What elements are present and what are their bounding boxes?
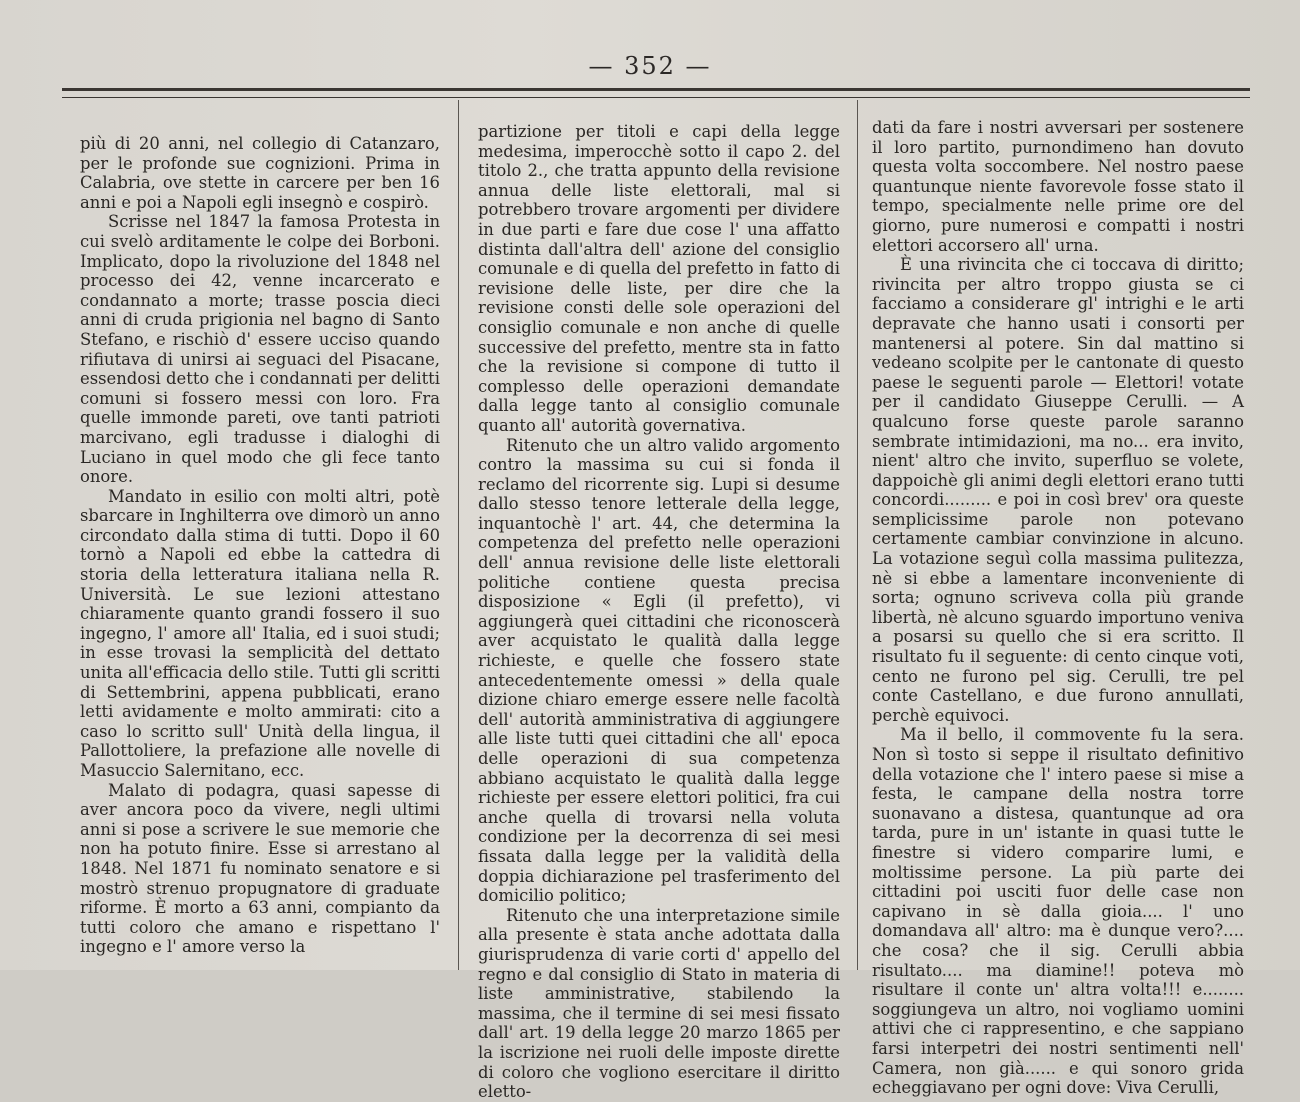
column-divider [458, 100, 459, 970]
paragraph: Ritenuto che una interpretazione simile alla presente è stata anche adottata dalla giurisprudenza di varie corti d' appello del regno e dal consiglio di Stato in materia di liste amministrative, stabilendo la massima, che il termine di sei mesi fissato dall' art. 19 della legge 20 marzo 1865 per la iscrizione nei ruoli delle imposte dirette di coloro che vogliono esercitare il diritto eletto- [478, 905, 840, 1102]
paragraph: Ritenuto che un altro valido argomento contro la massima su cui si fonda il reclamo del ricorrente sig. Lupi si desume dallo stesso tenore letterale della legge, inquantochè l' art. 44, che determina la competenza del prefetto nelle operazioni dell' annua revisione delle liste elettorali politiche contiene questa precisa disposizione « Egli (il prefetto), vi aggiungerà quei cittadini che riconoscerà aver acquistato le qualità dalla legge richieste, e quelle che fossero state antecedentemente omessi » della quale dizione chiaro emerge essere nelle facoltà dell' autorità amministrativa di aggiungere alle liste tutti quei cittadini che all' epoca delle operazioni di sua competenza abbiano acquistato le qualità dalla legge richieste per essere elettori politici, fra cui anche quella di trovarsi nella voluta condizione per la decorrenza di sei mesi fissata dalla legge per la validità della doppia dichiarazione pel trasferimento del domicilio politico; [478, 435, 840, 906]
paragraph: più di 20 anni, nel collegio di Catanzaro, per le profonde sue cognizioni. Prima in Calabria, ove stette in carcere per ben 16 anni e poi a Napoli egli insegnò e cospirò. [80, 134, 440, 212]
page-number: — 352 — [588, 52, 712, 80]
column-divider [857, 100, 858, 970]
paragraph: Mandato in esilio con molti altri, potè sbarcare in Inghilterra ove dimorò un anno circondato dalla stima di tutti. Dopo il 60 tornò a Napoli ed ebbe la cattedra di storia della letteratura italiana nella R. Università. Le sue lezioni attestano chiaramente quanto grandi fossero il suo ingegno, l' amore all' Italia, ed i suoi studi; in esse trovasi la semplicità del dettato unita all'efficacia dello stile. Tutti gli scritti di Settembrini, appena pubblicati, erano letti avidamente e molto ammirati: cito a caso lo scritto sull' Unità della lingua, il Pallottoliere, la prefazione alle novelle di Masuccio Salernitano, ecc. [80, 486, 440, 780]
paragraph: È una rivincita che ci toccava di diritto; rivincita per altro troppo giusta se ci facciamo a considerare gl' intrighi e le arti depravate che hanno usati i consorti per mantenersi al potere. Sin dal mattino si vedeano scolpite per le cantonate di questo paese le seguenti parole — Elettori! votate per il candidato Giuseppe Cerulli. — A qualcuno forse queste parole saranno sembrate intimidazioni, ma no... era invito, nient' altro che invito, superfluo se volete, dappoichè gli animi degli elettori erano tutti concordi......... e poi in così brev' ora queste semplicissime parole non potevano certamente cambiar convinzione in alcuno. La votazione seguì colla massima pulitezza, nè si ebbe a lamentare inconveniente di sorta; ognuno scriveva colla più grande libertà, nè alcuno sguardo importuno veniva a posarsi su quello che si era scritto. Il risultato fu il seguente: di cento cinque voti, cento ne furono pel sig. Cerulli, tre pel conte Castellano, e due furono annullati, perchè equivoci. [872, 255, 1244, 725]
header-rule [62, 88, 1250, 98]
paragraph: Malato di podagra, quasi sapesse di aver ancora poco da vivere, negli ultimi anni si pose a scrivere le sue memorie che non ha potuto finire. Esse si arrestano al 1848. Nel 1871 fu nominato senatore e si mostrò strenuo propugnatore di graduate riforme. È morto a 63 anni, compianto da tutti coloro che amano e rispettano l' ingegno e l' amore verso la [80, 780, 440, 957]
paragraph: partizione per titoli e capi della legge medesima, imperocchè sotto il capo 2. del titolo 2., che tratta appunto della revisione annua delle liste elettorali, mal si potrebbero trovare argomenti per dividere in due parti e fare due cose l' una affatto distinta dall'altra dell' azione del consiglio comunale e di quella del prefetto in fatto di revisione delle liste, per dire che la revisione consti delle sole operazioni del consiglio comunale e non anche di quelle successive del prefetto, mentre sta in fatto che la revisione si compone di tutto il complesso delle operazioni demandate dalla legge tanto al consiglio comunale quanto all' autorità governativa. [478, 122, 840, 435]
text-column-2 [478, 122, 840, 1102]
paragraph: Scrisse nel 1847 la famosa Protesta in cui svelò arditamente le colpe dei Borboni. Implicato, dopo la rivoluzione del 1848 nel processo dei 42, venne incarcerato e condannato a morte; trasse poscia dieci anni di cruda prigionia nel bagno di Santo Stefano, e rischiò d' essere ucciso quando rifiutava di unirsi ai seguaci del Pisacane, essendosi detto che i condannati per delitti comuni si fossero messi con loro. Fra quelle immonde pareti, ove tanti patrioti marcivano, egli tradusse i dialoghi di Luciano in quel modo che gli fece tanto onore. [80, 212, 440, 487]
paragraph: dati da fare i nostri avversari per sostenere il loro partito, purnondimeno han dovuto questa volta soccombere. Nel nostro paese quantunque niente favorevole fosse stato il tempo, specialmente nelle prime ore del giorno, pure numerosi e compatti i nostri elettori accorsero all' urna. [872, 118, 1244, 255]
paragraph: Ma il bello, il commovente fu la sera. Non sì tosto si seppe il risultato definitivo della votazione che l' intero paese si mise a festa, le campane della nostra torre suonavano a distesa, quantunque ad ora tarda, pure in un' istante in quasi tutte le finestre si videro comparire lumi, e moltissime persone. La più parte dei cittadini poi usciti fuor delle case non capivano in sè dalla gioia.... l' uno domandava all' altro: ma è dunque vero?.... che cosa? che il sig. Cerulli abbia risultato.... ma diamine!! poteva mò risultare il conte un' altra volta!!! e........ soggiungeva un altro, noi vogliamo uomini attivi che ci rappresentino, e che sappiano farsi interpetri dei nostri sentimenti nell' Camera, non già...... e qui sonoro grida echeggiavano per ogni dove: Viva Cerulli, [872, 725, 1244, 1098]
text-column-3 [872, 118, 1244, 1098]
text-column-1 [80, 134, 440, 994]
